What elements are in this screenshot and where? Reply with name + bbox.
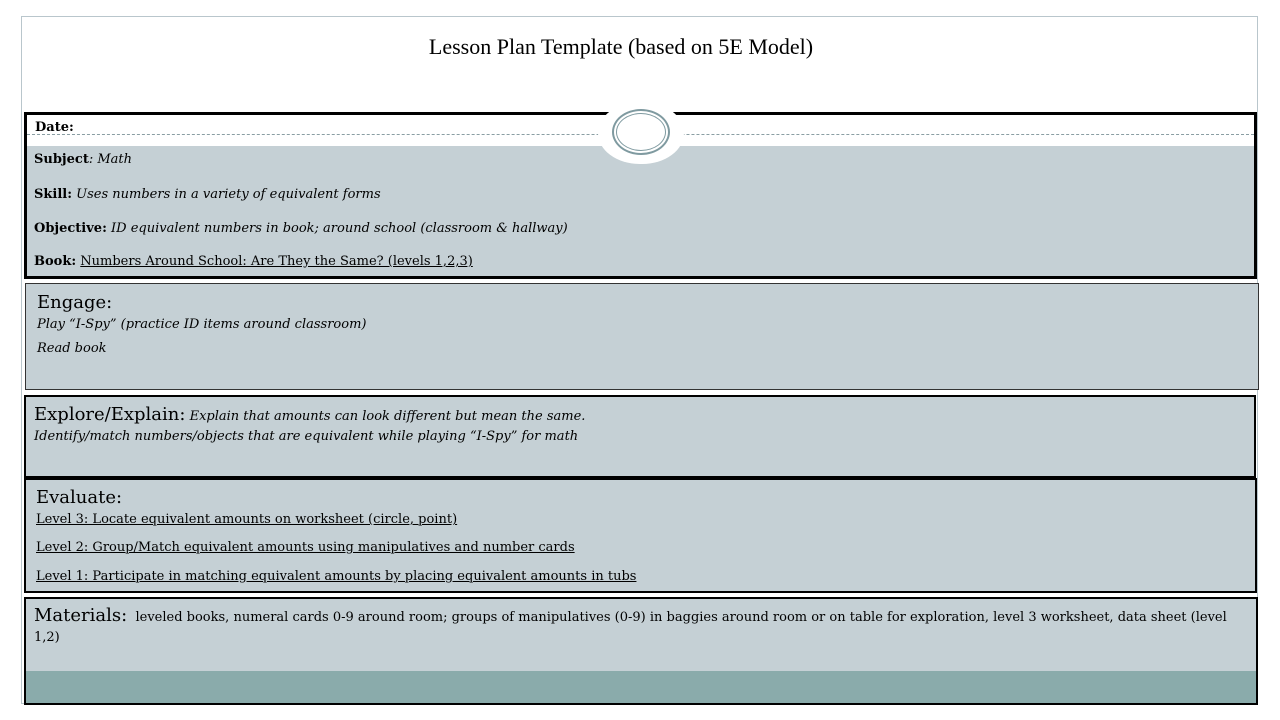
materials-text: leveled books, numeral cards 0-9 around room; groups of manipulatives (0-9) in baggies around room or on table for exploration, level 3 worksheet, data sheet (level 1,2) [34,610,1227,645]
circle-ornament-inner [616,113,666,151]
skill-label: Skill: [34,187,73,202]
book-label: Book: [34,254,77,269]
evaluate-heading: Evaluate: [36,487,123,508]
explore-heading: Explore/Explain: [34,404,186,425]
explore-row [34,404,585,425]
engage-line: Play “I-Spy” (practice ID items around classroom) [37,317,367,332]
page-title: Lesson Plan Template (based on 5E Model) [428,34,814,59]
date-row [35,120,74,135]
subject-value: : Math [88,152,132,167]
objective-row [34,221,568,236]
subject-row [34,152,132,167]
skill-row [34,187,381,202]
materials-row [34,606,1246,648]
objective-label: Objective: [34,221,107,236]
engage-line: Read book [37,341,107,356]
engage-heading: Engage: [37,292,113,313]
skill-value: Uses numbers in a variety of equivalent forms [76,187,381,202]
objective-value: ID equivalent numbers in book; around school (classroom & hallway) [111,221,568,236]
evaluate-level-1: Level 1: Participate in matching equivalent amounts by placing equivalent amounts in tubs [36,569,637,584]
engage-box [25,283,1259,390]
date-label: Date: [35,120,74,135]
evaluate-level-3: Level 3: Locate equivalent amounts on worksheet (circle, point) [36,512,458,527]
explore-line: Identify/match numbers/objects that are equivalent while playing “I-Spy” for math [34,429,579,444]
book-title: Numbers Around School: Are They the Same? (levels 1,2,3) [80,254,473,269]
book-row [34,254,473,269]
subject-label: Subject [34,152,89,167]
materials-heading: Materials: [34,605,128,626]
footer-band [26,671,1256,703]
explore-inline-text: Explain that amounts can look different but mean the same. [189,409,586,424]
evaluate-level-2: Level 2: Group/Match equivalent amounts using manipulatives and number cards [36,540,575,555]
